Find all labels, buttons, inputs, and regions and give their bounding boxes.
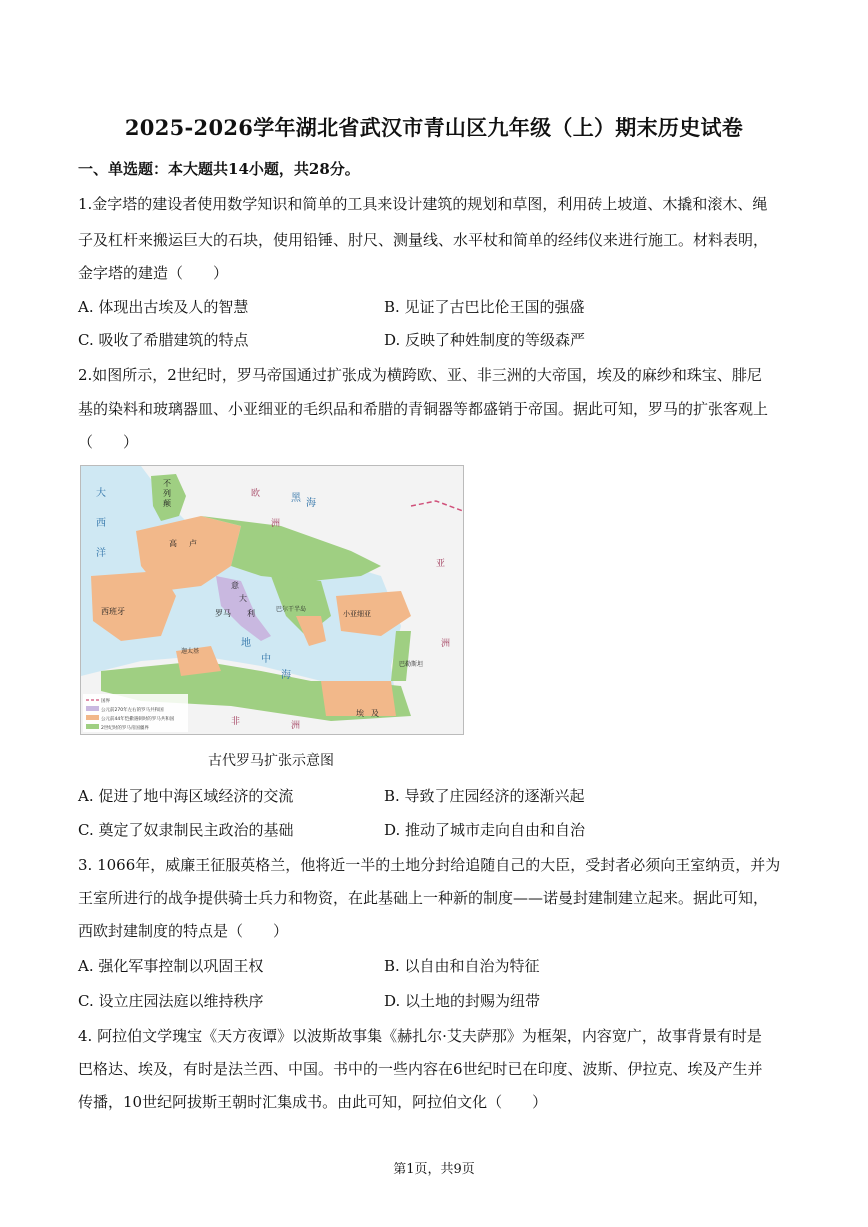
page-title: 2025-2026学年湖北省武汉市青山区九年级（上）期末历史试卷: [124, 115, 744, 140]
map-label-lie: 列: [163, 489, 171, 498]
map-label-carthage: 迦太基: [181, 648, 200, 655]
q3-option-b[interactable]: B. 以自由和自治为特征: [384, 957, 540, 975]
map-label-zhou3: 洲: [441, 639, 451, 649]
q2-option-a[interactable]: A. 促进了地中海区域经济的交流: [78, 787, 294, 805]
q1-line-2: 子及杠杆来搬运巨大的石块，使用铅锤、肘尺、测量线、水平杖和简单的经纬仪来进行施工。材料表明，: [78, 231, 769, 249]
q2-option-c[interactable]: C. 奠定了奴隶制民主政治的基础: [78, 821, 294, 839]
map-label-asia-minor: 小亚细亚: [343, 610, 371, 618]
q2-line-2: 基的染料和玻璃器皿、小亚细亚的毛织品和希腊的青铜器等都盛销于帝国。据此可知，罗马的扩张客观上: [78, 400, 769, 418]
q1-option-c[interactable]: C. 吸收了希腊建筑的特点: [78, 331, 249, 349]
q2-option-b[interactable]: B. 导致了庄园经济的逐渐兴起: [384, 787, 585, 805]
q4-line-3: 传播，10世纪阿拔斯王朝时汇集成书。由此可知，阿拉伯文化（ ）: [78, 1093, 548, 1111]
q3-line-2: 王室所进行的战争提供骑士兵力和物资，在此基础上一种新的制度——诺曼封建制建立起来。据此可知，: [78, 889, 769, 907]
map-label-gao: 高: [169, 539, 177, 548]
page-footer: 第1页，共9页: [393, 1162, 475, 1177]
map-label-spain: 西班牙: [101, 607, 125, 616]
q3-line-1: 3. 1066年，威廉王征服英格兰，他将近一半的土地分封给追随自己的大臣，受封者必须向王室纳贡，并为: [78, 856, 781, 874]
map-label-bu: 不: [163, 479, 171, 488]
map-label-da: 大: [96, 488, 106, 499]
section-heading: 一、单选题：本大题共14小题，共28分。: [78, 160, 360, 178]
map-label-yi: 意: [231, 581, 239, 590]
map-label-dian: 颠: [163, 499, 171, 508]
q1-option-d[interactable]: D. 反映了种姓制度的等级森严: [384, 331, 586, 349]
q2-line-3: （ ）: [78, 433, 139, 451]
map-label-zhou: 洲: [271, 519, 281, 529]
map-legend-44: 公元前44年恺撒遇刺时的罗马共和国: [101, 717, 175, 722]
map-label-zhong: 中: [261, 654, 271, 665]
map-caption: 古代罗马扩张示意图: [208, 753, 334, 769]
map-label-da2: 大: [239, 594, 247, 603]
map-label-hei: 黑: [291, 493, 301, 504]
q4-line-1: 4. 阿拉伯文学瑰宝《天方夜谭》以波斯故事集《赫扎尔·艾夫萨那》为框架，内容宽广，故事背景有时是: [78, 1027, 762, 1045]
map-label-yang: 洋: [96, 548, 106, 559]
map-label-ou: 欧: [251, 489, 261, 499]
q3-line-3: 西欧封建制度的特点是（ ）: [78, 922, 289, 940]
q2-line-1: 2.如图所示，2世纪时，罗马帝国通过扩张成为横跨欧、亚、非三洲的大帝国，埃及的麻纱和珠宝、腓尼: [78, 366, 762, 384]
q3-option-c[interactable]: C. 设立庄园法庭以维持秩序: [78, 992, 264, 1010]
q3-option-d[interactable]: D. 以土地的封赐为纽带: [384, 992, 541, 1010]
map-label-di: 地: [241, 638, 251, 649]
map-label-li: 利: [247, 609, 255, 618]
roman-expansion-map: [80, 465, 464, 735]
map-label-xi: 西: [96, 518, 106, 529]
q1-line-1: 1.金字塔的建设者使用数学知识和简单的工具来设计建筑的规划和草图，利用砖上坡道、木撬和滚木、绳: [78, 195, 768, 213]
map-label-balkans: 巴尔干半岛: [276, 606, 307, 613]
map-label-hai2: 海: [306, 498, 316, 509]
map-label-zhou2: 洲: [291, 721, 301, 731]
map-label-hai: 海: [281, 670, 291, 681]
map-label-ji: 及: [371, 709, 379, 718]
q1-line-3: 金字塔的建造（ ）: [78, 264, 229, 282]
q4-line-2: 巴格达、埃及，有时是法兰西、中国。书中的一些内容在6世纪时已在印度、波斯、伊拉克、埃及产生并: [78, 1060, 763, 1078]
map-label-lu: 卢: [189, 539, 197, 548]
q1-option-a[interactable]: A. 体现出古埃及人的智慧: [78, 298, 249, 316]
q3-option-a[interactable]: A. 强化军事控制以巩固王权: [78, 957, 264, 975]
map-legend-border: 国界: [101, 699, 110, 704]
map-label-ai: 埃: [356, 709, 364, 718]
map-legend-270: 公元前270年左右的罗马共和国: [101, 708, 164, 713]
q2-option-d[interactable]: D. 推动了城市走向自由和自治: [384, 821, 586, 839]
map-legend-empire: 2世纪时的罗马帝国疆界: [101, 726, 149, 731]
q1-option-b[interactable]: B. 见证了古巴比伦王国的强盛: [384, 298, 585, 316]
map-label-ya: 亚: [436, 559, 446, 569]
map-label-fei: 非: [231, 717, 241, 727]
map-label-palestine: 巴勒斯坦: [399, 661, 424, 668]
map-label-rome: 罗马: [215, 609, 231, 618]
